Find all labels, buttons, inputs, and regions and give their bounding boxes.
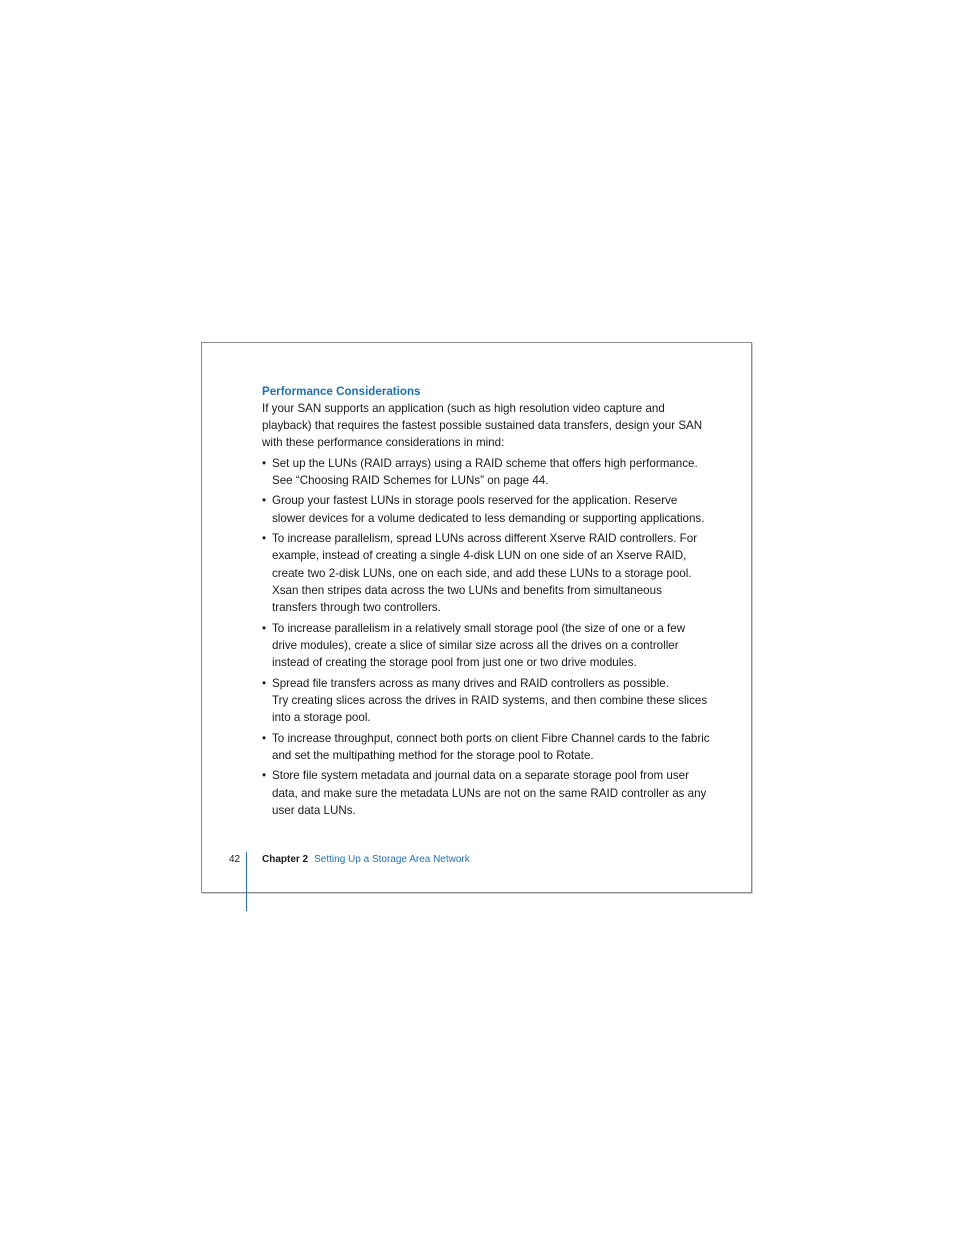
list-item — [262, 730, 710, 764]
bullet-text: To increase parallelism in a relatively small storage pool (the size of one or a few drive modules), create a slice of similar size across all the drives on a controller instead of creating the storage pool from just one or two drive modules. — [272, 621, 686, 670]
chapter-title-link[interactable]: Setting Up a Storage Area Network — [314, 854, 470, 865]
bullet-text: Spread file transfers across as many drives and RAID controllers as possible. — [272, 676, 669, 690]
bullet-text: Group your fastest LUNs in storage pools reserved for the application. Reserve slower devices for a volume dedicated to less demanding or supporting applications. — [272, 494, 705, 525]
bullet-icon: • — [262, 532, 267, 546]
bullet-text: To increase throughput, connect both ports on client Fibre Channel cards to the fabric and set the multipathing method for the storage pool to Rotate. — [272, 731, 710, 762]
bullet-icon: • — [262, 769, 267, 783]
list-item — [262, 767, 710, 819]
bullet-icon: • — [262, 621, 267, 635]
bullet-icon: • — [262, 676, 267, 690]
list-item — [262, 492, 710, 526]
bullet-icon: • — [262, 456, 267, 470]
page-number: 42 — [229, 854, 241, 865]
bullet-extra-text: Try creating slices across the drives in RAID systems, and then combine these slices into a storage pool. — [272, 693, 708, 725]
bullet-icon: • — [262, 494, 267, 508]
bullet-text: Set up the LUNs (RAID arrays) using a RAID scheme that offers high performance. See “Choosing RAID Schemes for LUNs” on page 44. — [272, 456, 698, 487]
intro-paragraph: If your SAN supports an application (such as high resolution video capture and playback) that requires the fastest possible sustained data transfers, design your SAN with these performance considerations in mind: — [262, 402, 703, 450]
footer-chapter — [262, 853, 470, 867]
section-heading: Performance Considerations — [262, 385, 421, 398]
list-item — [262, 620, 710, 672]
list-item — [262, 675, 710, 727]
list-item — [262, 530, 710, 616]
bullet-text: Store file system metadata and journal data on a separate storage pool from user data, and make sure the metadata LUNs are not on the same RAID controller as any user data LUNs. — [272, 769, 707, 817]
bullet-list — [262, 455, 710, 819]
list-item — [262, 455, 710, 489]
bullet-text: To increase parallelism, spread LUNs across different Xserve RAID controllers. For example, instead of creating a single 4-disk LUN on one side of an Xserve RAID, create two 2-disk LUNs, one on each side, and add these LUNs to a storage pool. Xsan then stripes data across the two LUNs and benefits from simultaneous transfers through two controllers. — [272, 532, 698, 615]
chapter-label: Chapter 2 — [262, 854, 309, 865]
footer-divider — [246, 852, 247, 911]
bullet-icon: • — [262, 731, 267, 745]
page-content — [262, 383, 710, 822]
